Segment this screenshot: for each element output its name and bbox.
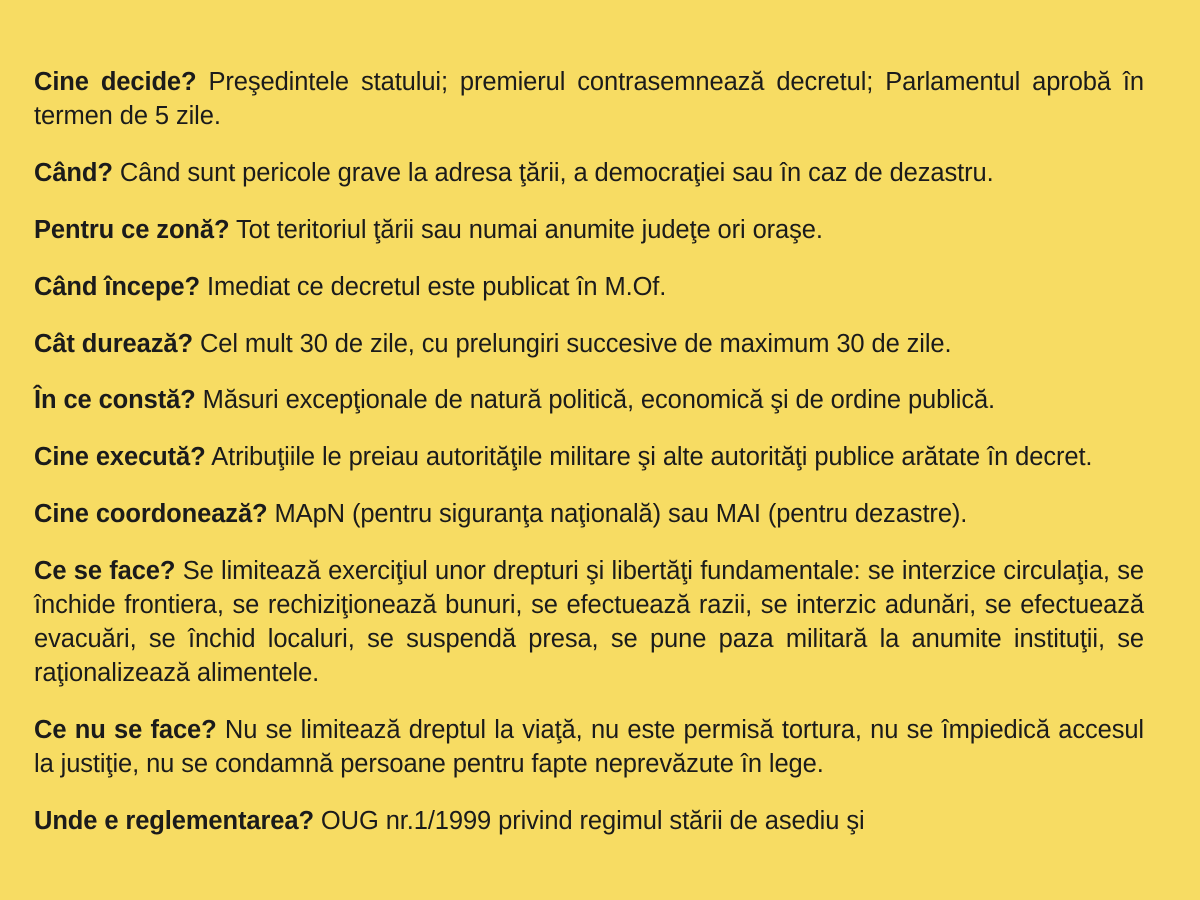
qa-question: Ce se face? [34,557,176,586]
qa-question: Pentru ce zonă? [34,215,230,244]
qa-question: Ce nu se face? [34,715,217,744]
qa-entry [34,555,1144,691]
qa-answer: Se limitează exerciţiul unor drepturi şi libertăţi fundamentale: se interzice circulaţia, se închide frontiera, se rechiziţionează bunuri, se efectuează razii, se interzic adunări, se efectuează evacuări, se închid localuri, se suspendă presa, se pune paza militară la anumite instituţii, se raţionalizează alimentele. [34,557,1144,687]
qa-question: Când începe? [34,272,200,301]
qa-answer: OUG nr.1/1999 privind regimul stării de asediu şi [320,806,865,835]
qa-answer: Atribuţiile le preiau autorităţile militare şi alte autorităţi publice arătate în decret. [211,443,1093,472]
qa-entry [34,214,1144,248]
qa-question: Cine coordonează? [34,500,268,529]
qa-entry [34,328,1144,362]
qa-entry [34,805,1144,839]
qa-entry [34,498,1144,532]
qa-answer: Nu se limitează dreptul la viaţă, nu este permisă tortura, nu se împiedică accesul la justiţie, nu se condamnă persoane pentru fapte neprevăzute în lege. [34,715,1144,778]
qa-answer: Tot teritoriul ţării sau numai anumite judeţe ori oraşe. [235,215,823,244]
qa-entry [34,441,1144,475]
qa-answer: Preşedintele statului; premierul contrasemnează decretul; Parlamentul aprobă în termen de 5 zile. [34,68,1144,130]
qa-question: Unde e reglementarea? [34,806,314,835]
qa-answer: Când sunt pericole grave la adresa ţării, a democraţiei sau în caz de dezastru. [119,158,994,187]
qa-answer: MApN (pentru siguranţa naţională) sau MAI (pentru dezastre). [274,500,968,529]
qa-answer: Măsuri excepţionale de natură politică, economică şi de ordine publică. [202,386,996,415]
qa-entry [34,157,1144,191]
qa-entry [34,66,1144,134]
qa-answer: Cel mult 30 de zile, cu prelungiri succesive de maximum 30 de zile. [199,329,952,358]
qa-entry [34,384,1144,418]
qa-question: Cine execută? [34,443,206,472]
qa-entry [34,271,1144,305]
qa-question: Cine decide? [34,68,197,96]
qa-question: Când? [34,158,113,187]
qa-answer: Imediat ce decretul este publicat în M.Of. [207,272,667,301]
qa-question: Cât durează? [34,329,193,358]
qa-entry [34,714,1144,782]
qa-question: În ce constă? [34,386,196,415]
